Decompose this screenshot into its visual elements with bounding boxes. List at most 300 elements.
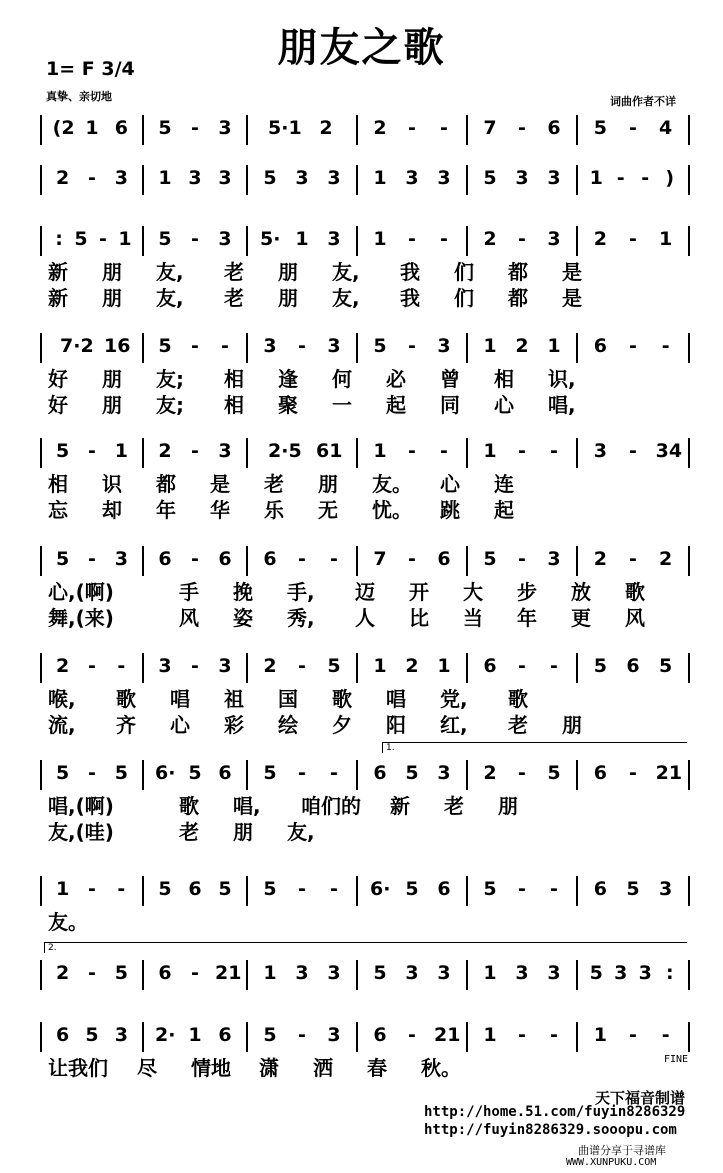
- note: 5: [589, 962, 603, 984]
- lyric-word: 心: [440, 472, 460, 496]
- note: -: [88, 548, 96, 570]
- note: 3: [188, 167, 202, 189]
- lyric-word: 阳: [386, 713, 406, 737]
- lyric-word: 连: [494, 472, 514, 496]
- note: -: [518, 440, 526, 462]
- lyric-word: 是: [562, 286, 582, 310]
- note: 6·: [155, 762, 176, 784]
- note: 6: [158, 962, 172, 984]
- score-system: [0, 653, 723, 737]
- note: 5: [158, 117, 172, 139]
- note: 6: [56, 1024, 70, 1046]
- song-title: 朋友之歌: [277, 25, 446, 71]
- lyric-word: 朋: [562, 713, 582, 737]
- lyric-word: 老: [444, 794, 464, 818]
- lyric-word: 友。: [372, 472, 412, 496]
- lyric-word: 步: [517, 580, 537, 604]
- note: 1: [593, 1024, 607, 1046]
- note: 1: [295, 228, 309, 250]
- note: 3: [327, 1024, 341, 1046]
- note: 3: [659, 878, 673, 900]
- note: 3: [263, 335, 277, 357]
- note: 3: [547, 167, 561, 189]
- note: 21: [215, 962, 242, 984]
- lyric-word: 友,: [156, 260, 184, 284]
- note: -: [629, 228, 637, 250]
- note: 5: [263, 1024, 277, 1046]
- note: -: [191, 440, 199, 462]
- lyric-word: 华: [210, 498, 230, 522]
- score-system: [0, 226, 723, 310]
- footer-url-1: http://home.51.com/fuyin8286329: [424, 1104, 686, 1120]
- note: -: [518, 117, 526, 139]
- note: 2: [405, 655, 419, 677]
- note: 5: [218, 878, 232, 900]
- note: 6: [593, 762, 607, 784]
- note: -: [88, 167, 96, 189]
- lyric-word: 手: [179, 580, 199, 604]
- lyric-word: 友,: [332, 260, 360, 284]
- lyric-word: 老: [508, 713, 528, 737]
- lyric-word: 歌: [508, 687, 528, 711]
- note: 3: [437, 762, 451, 784]
- note: 1: [547, 335, 561, 357]
- lyric-word: 友。: [48, 910, 88, 934]
- note: 1: [188, 1024, 202, 1046]
- note: 2: [263, 655, 277, 677]
- note: 5: [373, 962, 387, 984]
- note: -: [440, 117, 448, 139]
- lyric-word: 友,: [156, 286, 184, 310]
- note: 5: [483, 548, 497, 570]
- note: 6: [593, 335, 607, 357]
- note: (2: [52, 117, 75, 139]
- lyric-word: 聚: [278, 393, 298, 417]
- note: -: [117, 655, 126, 677]
- note: 5: [114, 762, 128, 784]
- lyric-word: 起: [494, 498, 514, 522]
- note: 6: [593, 878, 607, 900]
- note: 6: [218, 1024, 232, 1046]
- note: -: [298, 655, 306, 677]
- lyric-word: 一: [332, 393, 352, 417]
- note: 6: [263, 548, 277, 570]
- note: 3: [327, 167, 341, 189]
- note-row: [0, 655, 723, 681]
- note: -: [330, 548, 338, 570]
- note: -: [88, 762, 96, 784]
- note: 2: [483, 762, 497, 784]
- lyric-word: 老: [224, 260, 244, 284]
- lyric-row-verse-2: [0, 389, 723, 415]
- note: 3: [218, 117, 232, 139]
- lyric-word: 新: [390, 794, 410, 818]
- note: 5: [158, 335, 172, 357]
- lyric-word: 情地: [191, 1056, 231, 1080]
- note: 5: [114, 962, 128, 984]
- score-system: [0, 760, 723, 844]
- note: -: [117, 878, 126, 900]
- volta-bracket: [382, 742, 687, 753]
- lyric-word: 却: [102, 498, 122, 522]
- lyric-word: 相: [224, 367, 244, 391]
- lyric-word: 我: [400, 286, 420, 310]
- note: 3: [547, 548, 561, 570]
- note: 3: [218, 228, 232, 250]
- note: -: [550, 1024, 558, 1046]
- fine-mark: FINE: [664, 1054, 689, 1065]
- note: -: [408, 117, 416, 139]
- note: -: [629, 762, 637, 784]
- lyric-word: 党,: [440, 687, 468, 711]
- lyric-word: 流,: [48, 713, 76, 737]
- note: -: [641, 167, 650, 189]
- note: -: [408, 1024, 416, 1046]
- note-row: [0, 440, 723, 466]
- note: -: [191, 655, 199, 677]
- note: 5: [85, 1024, 99, 1046]
- lyric-word: 歌: [179, 794, 199, 818]
- note: -: [550, 440, 558, 462]
- note: 5: [405, 878, 419, 900]
- note: :: [665, 962, 674, 984]
- lyric-row-verse-2: [0, 816, 723, 842]
- note: 5: [327, 655, 341, 677]
- note: 2: [593, 228, 607, 250]
- lyric-word: 友,: [287, 820, 315, 844]
- note: -: [330, 878, 338, 900]
- note: 5: [373, 335, 387, 357]
- note: 2·: [155, 1024, 176, 1046]
- key-time-signature: 1= F 3/4: [46, 58, 135, 80]
- lyric-word: 新: [48, 286, 68, 310]
- note: 1: [483, 335, 497, 357]
- note: 1: [85, 117, 99, 139]
- lyric-word: 秋。: [421, 1056, 461, 1080]
- note-row: [0, 228, 723, 254]
- note: 6: [188, 878, 202, 900]
- note: 3: [593, 440, 607, 462]
- note: :: [55, 228, 63, 250]
- lyric-word: 唱,(啊): [48, 794, 114, 818]
- note: -: [518, 228, 526, 250]
- score-system: [0, 546, 723, 630]
- lyric-word: 朋: [498, 794, 518, 818]
- note-row: [0, 548, 723, 574]
- note: 6: [437, 878, 451, 900]
- note: 5: [263, 762, 277, 784]
- note: -: [629, 548, 637, 570]
- lyric-word: 都: [508, 260, 528, 284]
- lyric-word: 们: [454, 260, 474, 284]
- note: 1: [373, 655, 387, 677]
- lyric-word: 比: [409, 606, 429, 630]
- note: -: [440, 228, 448, 250]
- lyric-word: 好: [48, 393, 68, 417]
- note: 3: [547, 228, 561, 250]
- lyric-word: 放: [571, 580, 591, 604]
- note: 3: [327, 962, 341, 984]
- note: -: [298, 878, 306, 900]
- note: 6: [483, 655, 497, 677]
- lyric-word: 忧。: [372, 498, 412, 522]
- note: 3: [295, 962, 309, 984]
- score-system: [0, 333, 723, 417]
- note: 5: [158, 228, 172, 250]
- lyric-word: 迈: [355, 580, 375, 604]
- score-system: [0, 438, 723, 522]
- lyric-row-verse-2: [0, 709, 723, 735]
- lyric-word: 何: [332, 367, 352, 391]
- note: 2·5: [268, 440, 302, 462]
- note: 3: [114, 167, 128, 189]
- note: 5: [483, 878, 497, 900]
- lyric-word: 唱,: [233, 794, 261, 818]
- note: 7: [373, 548, 387, 570]
- note: 5: [263, 167, 277, 189]
- note: 3: [158, 655, 172, 677]
- note: -: [518, 878, 526, 900]
- lyric-word: 朋: [233, 820, 253, 844]
- lyric-row-verse-1: [0, 256, 723, 282]
- lyric-row-verse-1: [0, 906, 723, 932]
- note: -: [408, 440, 416, 462]
- note: 3: [405, 167, 419, 189]
- lyric-word: 相: [494, 367, 514, 391]
- lyric-word: 年: [156, 498, 176, 522]
- note-row: [0, 962, 723, 988]
- note: 3: [218, 440, 232, 462]
- lyric-word: 绘: [278, 713, 298, 737]
- note: -: [298, 1024, 306, 1046]
- note-row: [0, 335, 723, 361]
- note: -: [191, 117, 199, 139]
- lyric-word: 们: [454, 286, 474, 310]
- note: 5: [56, 762, 70, 784]
- note: 61: [316, 440, 343, 462]
- note: 1: [263, 962, 277, 984]
- note: 21: [434, 1024, 461, 1046]
- note: -: [518, 548, 526, 570]
- lyric-word: 都: [156, 472, 176, 496]
- footer-url-2: http://fuyin8286329.sooopu.com: [424, 1122, 677, 1138]
- lyric-word: 手,: [287, 580, 315, 604]
- note: 2: [56, 655, 70, 677]
- lyric-row-verse-1: [0, 468, 723, 494]
- note: 2: [56, 962, 70, 984]
- lyric-word: 风: [625, 606, 645, 630]
- note: 34: [655, 440, 683, 462]
- note-row: [0, 167, 723, 193]
- lyric-word: 朋: [278, 286, 298, 310]
- lyric-word: 朋: [102, 286, 122, 310]
- lyric-word: 开: [409, 580, 429, 604]
- lyric-word: 友;: [156, 367, 184, 391]
- note: 2: [319, 117, 333, 139]
- note: 6: [373, 1024, 387, 1046]
- note-row: [0, 762, 723, 788]
- lyric-word: 是: [562, 260, 582, 284]
- note: 1: [158, 167, 172, 189]
- share-note: 曲谱分享于寻谱库: [578, 1144, 666, 1157]
- note: 6: [373, 762, 387, 784]
- note: 7: [483, 117, 497, 139]
- lyric-row-verse-1: [0, 363, 723, 389]
- note: -: [518, 1024, 526, 1046]
- note: -: [298, 548, 306, 570]
- expression-marking: 真挚、亲切地: [46, 90, 112, 103]
- note: 6: [547, 117, 561, 139]
- note: 1: [373, 167, 387, 189]
- lyric-word: 姿: [233, 606, 253, 630]
- note: 3: [515, 962, 529, 984]
- note: -: [550, 878, 558, 900]
- lyric-word: 跳: [440, 498, 460, 522]
- note: -: [191, 962, 199, 984]
- lyric-row-verse-2: [0, 494, 723, 520]
- note: 3: [437, 335, 451, 357]
- lyric-word: 朋: [102, 367, 122, 391]
- note: 5: [405, 762, 419, 784]
- note: 3: [218, 167, 232, 189]
- lyric-word: 我: [400, 260, 420, 284]
- note: -: [88, 440, 96, 462]
- lyric-word: 更: [571, 606, 591, 630]
- note: -: [408, 228, 416, 250]
- note: 5: [188, 762, 202, 784]
- note: -: [629, 440, 637, 462]
- note: 1: [118, 228, 132, 250]
- lyric-word: 舞,(来): [48, 606, 114, 630]
- note: 16: [104, 335, 131, 357]
- note: -: [408, 335, 416, 357]
- lyric-word: 朋: [278, 260, 298, 284]
- note: 5·1: [268, 117, 302, 139]
- lyric-word: 歌: [625, 580, 645, 604]
- note: -: [550, 655, 558, 677]
- note: 3: [218, 655, 232, 677]
- lyric-word: 让我们: [48, 1056, 108, 1080]
- lyric-word: 老: [264, 472, 284, 496]
- lyric-word: 大: [463, 580, 483, 604]
- lyric-word: 年: [517, 606, 537, 630]
- lyric-word: 风: [179, 606, 199, 630]
- lyric-word: 唱,: [548, 393, 576, 417]
- lyric-word: 同: [440, 393, 460, 417]
- lyric-word: 春: [367, 1056, 387, 1080]
- share-site: WWW.XUNPUKU.COM: [566, 1157, 657, 1168]
- note: 5: [626, 878, 640, 900]
- lyric-word: 心: [494, 393, 514, 417]
- lyric-word: 心,(啊): [48, 580, 114, 604]
- note: 5: [158, 878, 172, 900]
- lyric-word: 咱们的: [301, 794, 361, 818]
- note: 5: [483, 167, 497, 189]
- note: -: [99, 228, 107, 250]
- lyric-word: 朋: [318, 472, 338, 496]
- lyric-word: 友,: [332, 286, 360, 310]
- lyric-word: 老: [179, 820, 199, 844]
- note: 6: [626, 655, 640, 677]
- lyric-word: 起: [386, 393, 406, 417]
- lyric-word: 朋: [102, 393, 122, 417]
- note: 1: [589, 167, 603, 189]
- lyric-word: 识: [102, 472, 122, 496]
- note: 3: [327, 228, 341, 250]
- lyric-word: 祖: [224, 687, 244, 711]
- note: -: [616, 167, 625, 189]
- note: 3: [114, 548, 128, 570]
- note: 2: [515, 335, 529, 357]
- note: -: [88, 878, 96, 900]
- lyric-row-verse-1: [0, 683, 723, 709]
- note-row: [0, 117, 723, 143]
- note: 6: [437, 548, 451, 570]
- note: 5: [547, 762, 561, 784]
- note: 3: [437, 167, 451, 189]
- note: 7·2: [60, 335, 94, 357]
- lyric-word: 喉,: [48, 687, 76, 711]
- lyric-word: 新: [48, 260, 68, 284]
- lyric-word: 相: [48, 472, 68, 496]
- lyric-row-verse-1: [0, 576, 723, 602]
- note: 5: [593, 117, 607, 139]
- lyric-word: 老: [224, 286, 244, 310]
- lyric-word: 逢: [278, 367, 298, 391]
- lyric-word: 洒: [313, 1056, 333, 1080]
- note: 4: [659, 117, 673, 139]
- note: 1: [373, 440, 387, 462]
- note: -: [408, 548, 416, 570]
- lyric-word: 歌: [116, 687, 136, 711]
- lyric-word: 友;: [156, 393, 184, 417]
- note: -: [518, 762, 526, 784]
- note: 1: [483, 1024, 497, 1046]
- lyric-word: 秀,: [287, 606, 315, 630]
- note: 6: [158, 548, 172, 570]
- note: -: [191, 228, 199, 250]
- note: 3: [614, 962, 628, 984]
- lyric-word: 忘: [48, 498, 68, 522]
- note: 5: [263, 878, 277, 900]
- note: -: [629, 335, 637, 357]
- note: 2: [659, 548, 673, 570]
- lyric-word: 无: [318, 498, 338, 522]
- note: 6: [218, 762, 232, 784]
- note: -: [518, 655, 526, 677]
- lyric-word: 是: [210, 472, 230, 496]
- note: -: [88, 655, 96, 677]
- note: 5: [659, 655, 673, 677]
- note: -: [298, 762, 306, 784]
- note: 3: [295, 167, 309, 189]
- note-row: [0, 878, 723, 904]
- note: 5: [74, 228, 88, 250]
- lyric-word: 齐: [116, 713, 136, 737]
- note: ): [665, 167, 675, 189]
- note: -: [191, 548, 199, 570]
- note: 5: [593, 655, 607, 677]
- note: 2: [158, 440, 172, 462]
- lyric-word: 乐: [264, 498, 284, 522]
- lyric-row-verse-2: [0, 602, 723, 628]
- note: -: [298, 335, 306, 357]
- note: 3: [405, 962, 419, 984]
- note: 2: [593, 548, 607, 570]
- note: 1: [483, 962, 497, 984]
- lyric-word: 曾: [440, 367, 460, 391]
- lyric-word: 挽: [233, 580, 253, 604]
